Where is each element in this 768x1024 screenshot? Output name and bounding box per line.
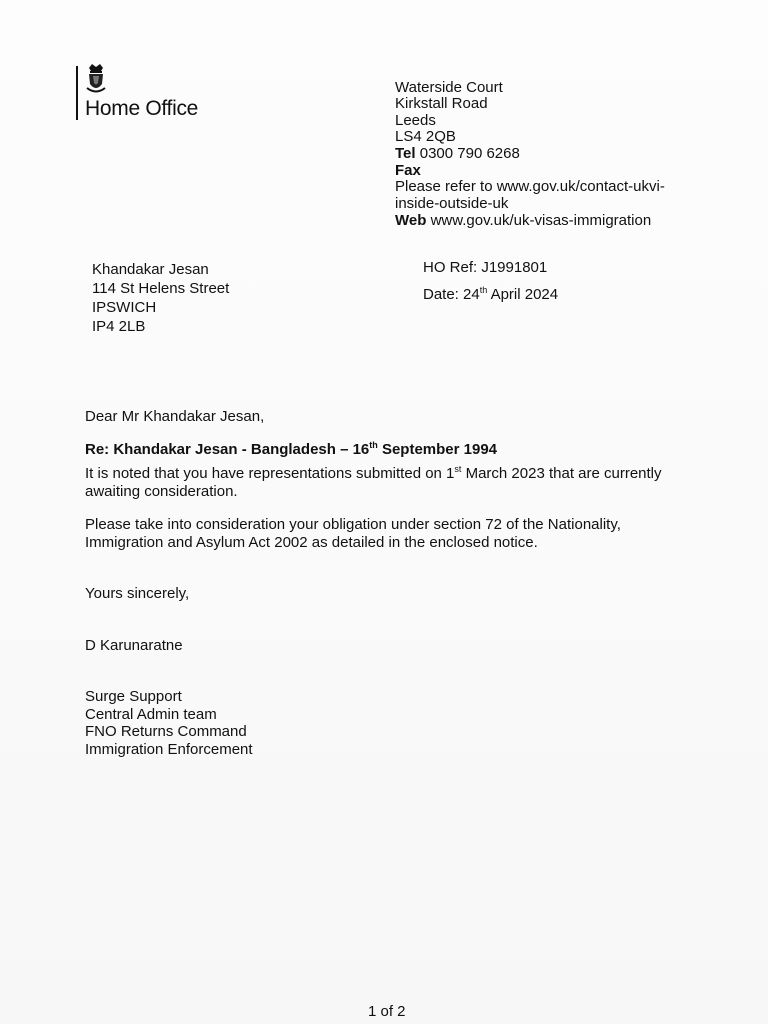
recipient-street: 114 St Helens Street (92, 280, 230, 297)
paragraph-1-line-2: awaiting consideration. (85, 483, 238, 500)
subject-ordinal: th (369, 440, 378, 450)
subject-suffix: September 1994 (377, 441, 498, 458)
date-ordinal: th (479, 285, 488, 295)
brand-name: Home Office (85, 97, 199, 120)
recipient-postcode: IP4 2LB (92, 318, 146, 335)
paragraph-2-line-1: Please take into consideration your obligation under section 72 of the Nationality, (85, 516, 621, 533)
fax-note-line-2: inside-outside-uk (395, 195, 509, 212)
letterhead-tel (395, 146, 520, 163)
date-prefix: Date: 24 (423, 286, 480, 303)
salutation: Dear Mr Khandakar Jesan, (85, 408, 265, 425)
web-label: Web (395, 212, 427, 229)
letterhead-web (395, 213, 651, 230)
fax-note-line-1: Please refer to www.gov.uk/contact-ukvi- (395, 178, 665, 195)
letterhead-address-line-4: LS4 2QB (395, 128, 456, 145)
signatory-name: D Karunaratne (85, 637, 183, 654)
paragraph-2-line-2: Immigration and Asylum Act 2002 as detailed in the enclosed notice. (85, 534, 538, 551)
ho-reference: HO Ref: J1991801 (423, 259, 548, 276)
letterhead-address-line-2: Kirkstall Road (395, 95, 488, 112)
royal-crest-icon (84, 62, 108, 96)
tel-label: Tel (395, 145, 416, 162)
fax-label: Fax (395, 162, 421, 179)
subject-line (85, 441, 497, 459)
subject-prefix: Re: Khandakar Jesan - Bangladesh – 16 (85, 441, 370, 458)
recipient-name: Khandakar Jesan (92, 261, 209, 278)
team-line-3: FNO Returns Command (85, 723, 247, 740)
logo-rule (76, 66, 78, 120)
date-suffix: April 2024 (487, 286, 559, 303)
team-line-2: Central Admin team (85, 706, 217, 723)
team-line-1: Surge Support (85, 688, 182, 705)
closing: Yours sincerely, (85, 585, 190, 602)
paragraph-1-line-1 (85, 465, 662, 483)
p1-ordinal: st (454, 464, 462, 474)
p1-suffix: March 2023 that are currently (461, 465, 662, 482)
team-line-4: Immigration Enforcement (85, 741, 253, 758)
letterhead-address-line-3: Leeds (395, 112, 436, 129)
page-number: 1 of 2 (368, 1003, 406, 1020)
letter-date (423, 287, 558, 304)
tel-number: 0300 790 6268 (419, 145, 520, 162)
p1-prefix: It is noted that you have representations submitted on 1 (85, 465, 455, 482)
letterhead-address-line-1: Waterside Court (395, 79, 503, 96)
recipient-town: IPSWICH (92, 299, 157, 316)
web-url: www.gov.uk/uk-visas-immigration (430, 212, 652, 229)
